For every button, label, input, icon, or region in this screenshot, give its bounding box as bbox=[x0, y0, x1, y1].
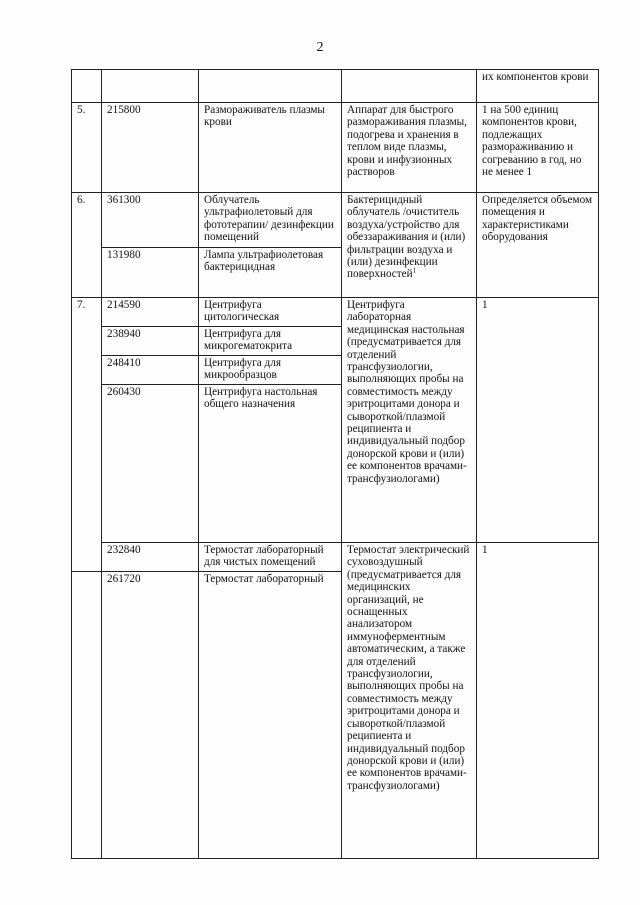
desc-text: Бактерицидный облучатель /очиститель воздуха/устройство для обеззараживания и (или) фильтрации воздуха и (или) дезинфекции поверхностей bbox=[347, 194, 466, 281]
page-number: 2 bbox=[316, 40, 324, 55]
code-cell bbox=[102, 70, 199, 103]
name-cell: Центрифуга для микрообразцов bbox=[199, 356, 342, 385]
qty-cell: 1 bbox=[477, 543, 599, 859]
qty-cell: Определяется объемом помещения и характеристиками оборудования bbox=[477, 193, 599, 298]
desc-cell bbox=[342, 193, 477, 298]
qty-cell: 1 на 500 единиц компонентов крови, подлежащих размораживанию и согреванию в год, но не менее 1 bbox=[477, 103, 599, 193]
name-cell: Размораживатель плазмы крови bbox=[199, 103, 342, 193]
code-cell: 232840 bbox=[102, 543, 199, 572]
code-cell: 261720 bbox=[102, 572, 199, 859]
code-cell: 361300 bbox=[102, 193, 199, 248]
qty-cell bbox=[477, 70, 599, 103]
desc-cell bbox=[342, 70, 477, 103]
qty-cell: 1 bbox=[477, 298, 599, 543]
name-cell: Центрифуга настольная общего назначения bbox=[199, 385, 342, 543]
name-cell bbox=[199, 70, 342, 103]
table-row bbox=[72, 103, 599, 193]
desc-cell: Термостат электрический суховоздушный (предусматривается для медицинских организаций, не оснащенных анализатором иммуноферментным автоматическим, а также для отделений трансфузиологии, выполняющих пробы на совместимость между эритроцитами донора и сывороткой/плазмой реципиента и индивидуальный подбор донорской крови и (или) ее компонентов врачами-трансфузиологами) bbox=[342, 543, 477, 859]
code-cell: 214590 bbox=[102, 298, 199, 327]
code-cell: 215800 bbox=[102, 103, 199, 193]
num-cell: 7. bbox=[72, 298, 102, 572]
equipment-table bbox=[71, 69, 599, 859]
desc-cell: Центрифуга лабораторная медицинская настольная (предусматривается для отделений трансфузиологии, выполняющих пробы на совместимость между эритроцитами донора и сывороткой/плазмой реципиента и индивидуальный подбор донорской крови и (или) ее компонентов врачами-трансфузиологами) bbox=[342, 298, 477, 543]
num-cell bbox=[72, 70, 102, 103]
table-row bbox=[72, 298, 599, 327]
name-cell: Центрифуга для микрогематокрита bbox=[199, 327, 342, 356]
num-cell: 6. bbox=[72, 193, 102, 298]
name-cell: Лампа ультрафиолетовая бактерицидная bbox=[199, 248, 342, 298]
footnote-mark: 1 bbox=[412, 266, 417, 275]
name-cell: Термостат лабораторный для чистых помещений bbox=[199, 543, 342, 572]
code-cell: 131980 bbox=[102, 248, 199, 298]
table-row bbox=[72, 70, 599, 103]
desc-cell: Аппарат для быстрого размораживания плазмы, подогрева и хранения в теплом виде плазмы, крови и инфузионных растворов bbox=[342, 103, 477, 193]
code-cell: 260430 bbox=[102, 385, 199, 543]
num-cell: 5. bbox=[72, 103, 102, 193]
code-cell: 248410 bbox=[102, 356, 199, 385]
table-row bbox=[72, 543, 599, 572]
table-row bbox=[72, 193, 599, 248]
name-cell: Центрифуга цитологическая bbox=[199, 298, 342, 327]
num-cell bbox=[72, 572, 102, 859]
name-cell: Облучатель ультрафиолетовый для фототерапии/ дезинфекции помещений bbox=[199, 193, 342, 248]
qty-text: их компонентов крови bbox=[482, 71, 589, 83]
name-cell: Термостат лабораторный bbox=[199, 572, 342, 859]
code-cell: 238940 bbox=[102, 327, 199, 356]
